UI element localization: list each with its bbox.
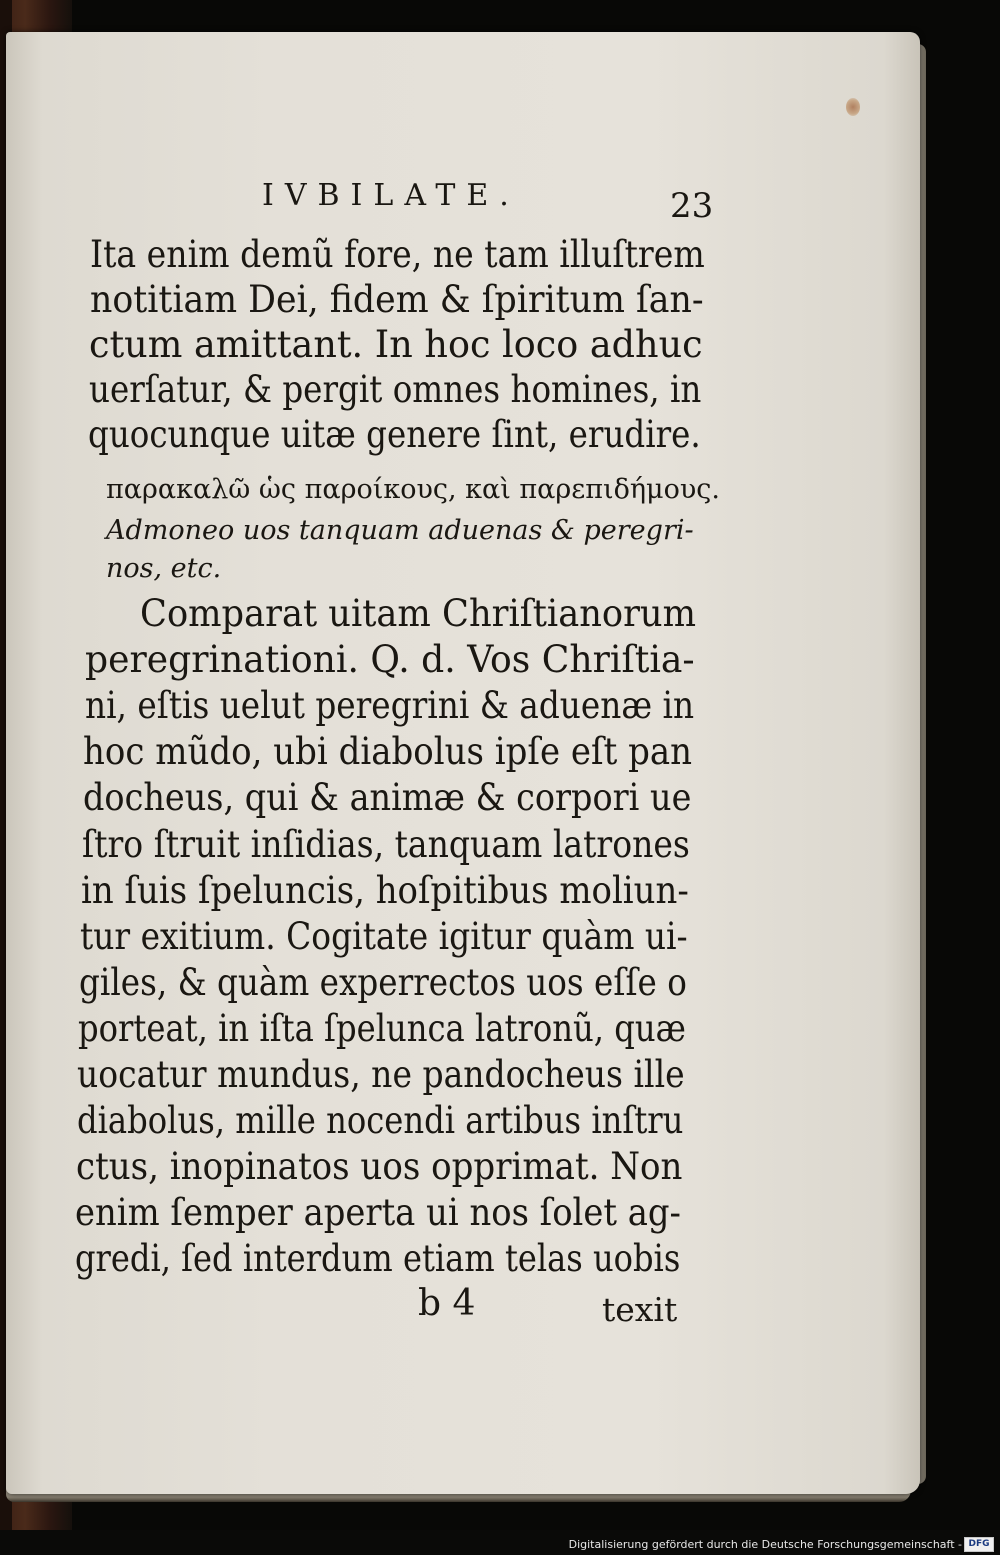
- text-line: notitiam Dei, fidem & ſpiritum ſan-: [90, 278, 704, 321]
- text-line: diabolus, mille nocendi artibus inſtru: [77, 1099, 684, 1142]
- signature-mark: b 4: [418, 1283, 476, 1324]
- text-line: gredi, ſed interdum etiam telas uobis: [75, 1237, 681, 1280]
- text-line: hoc mũdo, ubi diabolus ipſe eſt pan: [83, 730, 693, 773]
- text-line: uocatur mundus, ne pandocheus ille: [77, 1053, 685, 1096]
- text-line: Ita enim demũ fore, ne tam illuſtrem: [90, 233, 705, 276]
- text-line: porteat, in iſta ſpelunca latronũ, quæ: [78, 1007, 686, 1050]
- text-line: enim ſemper aperta ui nos ſolet ag-: [75, 1191, 681, 1234]
- latin-translation-line: Admoneo uos tanquam aduenas & peregri-: [106, 515, 694, 546]
- greek-quote: παρακαλῶ ὡς παροίκους, καὶ παρεπιδήμους.: [106, 474, 720, 505]
- dfg-logo: DFG: [964, 1537, 994, 1552]
- text-line: ctum amittant. In hoc loco adhuc: [89, 323, 703, 366]
- digitization-credit: Digitalisierung gefördert durch die Deutsche Forschungsgemeinschaft -: [568, 1538, 962, 1551]
- text-line: tur exitium. Cogitate igitur quàm ui-: [80, 915, 688, 958]
- text-line: docheus, qui & animæ & corpori ue: [83, 776, 692, 819]
- text-line: in ſuis ſpeluncis, hoſpitibus moliun-: [81, 869, 689, 912]
- text-line: peregrinationi. Q. d. Vos Chriſtia-: [85, 638, 695, 681]
- text-line: Comparat uitam Chriſtianorum: [140, 592, 697, 635]
- running-title: IVBILATE.: [262, 178, 520, 213]
- text-line: uerſatur, & pergit omnes homines, in: [89, 368, 702, 411]
- text-line: ſtro ſtruit inſidias, tanquam latrones: [82, 823, 690, 866]
- text-line: ctus, inopinatos uos opprimat. Non: [76, 1145, 683, 1188]
- page-number: 23: [670, 186, 714, 226]
- catchword: texit: [602, 1290, 678, 1329]
- text-line: giles, & quàm experrectos uos eſſe o: [79, 961, 687, 1004]
- latin-translation-line: nos, etc.: [106, 553, 222, 584]
- text-line: ni, eſtis uelut peregrini & aduenæ in: [85, 684, 695, 727]
- paper-stain: [846, 98, 860, 116]
- text-line: quocunque uitæ genere ſint, erudire.: [88, 413, 701, 456]
